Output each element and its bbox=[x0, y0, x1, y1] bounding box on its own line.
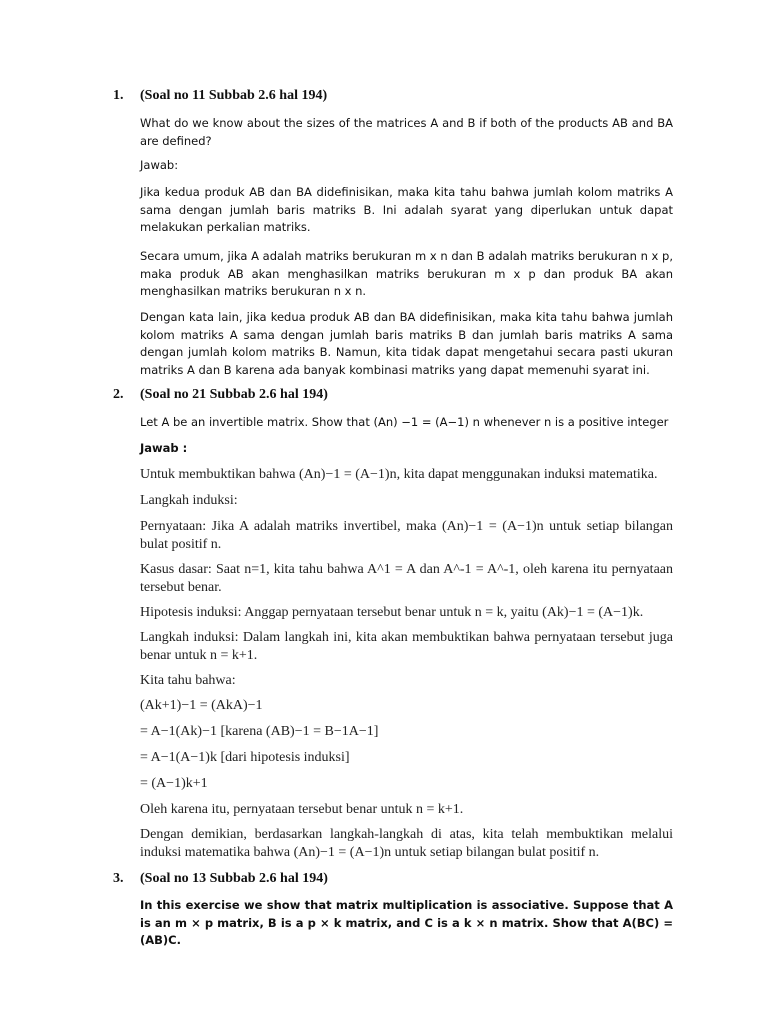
question-number: 3. bbox=[113, 871, 124, 886]
equation-line: = (A−1)k+1 bbox=[140, 776, 208, 791]
answer-paragraph: Secara umum, jika A adalah matriks berukuran m x n dan B adalah matriks berukuran n x p, maka produk AB akan menghasilkan matriks berukuran m x p dan produk BA akan menghasilkan matriks berukuran n x n. bbox=[140, 249, 673, 298]
answer-paragraph: Jika kedua produk AB dan BA didefinisikan, maka kita tahu bahwa jumlah kolom matriks A sama dengan jumlah baris matriks B. Ini adalah syarat yang diperlukan untuk dapat melakukan perkalian matriks. bbox=[140, 185, 673, 234]
question-heading: (Soal no 21 Subbab 2.6 hal 194) bbox=[140, 387, 328, 402]
question-text: In this exercise we show that matrix multiplication is associative. Suppose that A is an m × p matrix, B is a p × k matrix, and C is a k × n matrix. Show that A(BC) = (AB)C. bbox=[140, 898, 673, 947]
question-text: What do we know about the sizes of the matrices A and B if both of the products AB and BA are defined? bbox=[140, 116, 673, 148]
answer-line: Langkah induksi: Dalam langkah ini, kita akan membuktikan bahwa pernyataan tersebut juga benar untuk n = k+1. bbox=[140, 630, 673, 663]
equation-line: (Ak+1)−1 = (AkA)−1 bbox=[140, 698, 263, 713]
question-number: 2. bbox=[113, 387, 124, 402]
answer-line: Untuk membuktikan bahwa (An)−1 = (A−1)n, kita dapat menggunakan induksi matematika. bbox=[140, 467, 658, 482]
answer-line: Kasus dasar: Saat n=1, kita tahu bahwa A^1 = A dan A^-1 = A^-1, oleh karena itu pernyataan tersebut benar. bbox=[140, 562, 673, 595]
question-text: Let A be an invertible matrix. Show that (An) −1 = (A−1) n whenever n is a positive integer bbox=[140, 415, 669, 429]
equation-line: = A−1(Ak)−1 [karena (AB)−1 = B−1A−1] bbox=[140, 724, 379, 739]
question-heading: (Soal no 11 Subbab 2.6 hal 194) bbox=[140, 88, 328, 103]
answer-label: Jawab : bbox=[140, 441, 188, 455]
question-heading: (Soal no 13 Subbab 2.6 hal 194) bbox=[140, 871, 328, 886]
answer-line: Pernyataan: Jika A adalah matriks invertibel, maka (An)−1 = (A−1)n untuk setiap bilangan bulat positif n. bbox=[140, 519, 673, 552]
answer-line: Hipotesis induksi: Anggap pernyataan tersebut benar untuk n = k, yaitu (Ak)−1 = (A−1)k. bbox=[140, 605, 644, 620]
answer-line: Langkah induksi: bbox=[140, 493, 238, 508]
answer-line: Dengan demikian, berdasarkan langkah-langkah di atas, kita telah membuktikan melalui induksi matematika bahwa (An)−1 = (A−1)n untuk setiap bilangan bulat positif n. bbox=[140, 827, 673, 860]
equation-line: = A−1(A−1)k [dari hipotesis induksi] bbox=[140, 750, 350, 765]
answer-line: Oleh karena itu, pernyataan tersebut benar untuk n = k+1. bbox=[140, 802, 464, 817]
answer-label: Jawab: bbox=[140, 158, 179, 172]
question-number: 1. bbox=[113, 88, 124, 103]
answer-paragraph: Dengan kata lain, jika kedua produk AB dan BA didefinisikan, maka kita tahu bahwa jumlah kolom matriks A sama dengan jumlah baris matriks B dan jumlah baris matriks A sama dengan jumlah kolom matriks B. Namun, kita tidak dapat mengetahui secara pasti ukuran matriks A dan B karena ada banyak kombinasi matriks yang dapat memenuhi syarat ini. bbox=[140, 310, 673, 377]
answer-line: Kita tahu bahwa: bbox=[140, 673, 236, 688]
